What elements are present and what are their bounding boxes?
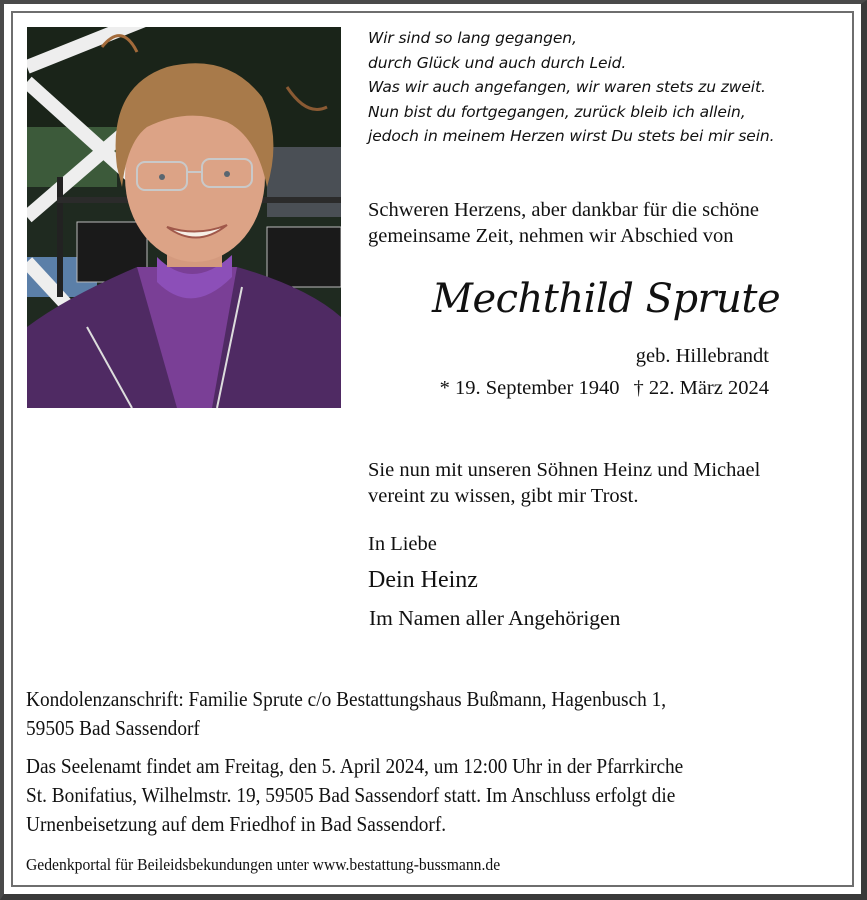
intro-text xyxy=(368,197,759,249)
closing-love: In Liebe xyxy=(368,533,437,555)
poem-line: durch Glück und auch durch Leid. xyxy=(368,53,627,72)
consolation-line: Sie nun mit unseren Söhnen Heinz und Michael xyxy=(368,459,761,481)
condolence-line: Kondolenzanschrift: Familie Sprute c/o Bestattungshaus Bußmann, Hagenbusch 1, xyxy=(26,687,667,711)
portrait-illustration xyxy=(27,27,341,408)
poem-line: Wir sind so lang gegangen, xyxy=(368,29,577,47)
condolence-line: 59505 Bad Sassendorf xyxy=(26,716,200,740)
intro-line: gemeinsame Zeit, nehmen wir Abschied von xyxy=(368,225,734,247)
consolation-text xyxy=(368,457,760,509)
signer-name: Dein Heinz xyxy=(368,567,478,593)
service-line: St. Bonifatius, Wilhelmstr. 19, 59505 Bad Sassendorf statt. Im Anschluss erfolgt die xyxy=(26,783,676,807)
deceased-name: Mechthild Sprute xyxy=(432,276,781,322)
birth-date: * 19. September 1940 xyxy=(439,377,620,399)
intro-line: Schweren Herzens, aber dankbar für die schöne xyxy=(368,199,760,221)
life-dates xyxy=(440,377,769,400)
service-info xyxy=(26,752,683,839)
portrait-photo xyxy=(27,27,341,408)
poem-line: Was wir auch angefangen, wir waren stets zu zweit. xyxy=(368,78,766,96)
service-line: Das Seelenamt findet am Freitag, den 5. April 2024, um 12:00 Uhr in der Pfarrkirche xyxy=(26,754,684,778)
poem-line: jedoch in meinem Herzen wirst Du stets bei mir sein. xyxy=(368,127,775,145)
consolation-line: vereint zu wissen, gibt mir Trost. xyxy=(368,485,639,507)
relatives-line: Im Namen aller Angehörigen xyxy=(369,606,621,630)
condolence-address xyxy=(26,685,666,743)
memorial-portal-note: Gedenkportal für Beileidsbekundungen unter www.bestattung-bussmann.de xyxy=(26,855,501,874)
memorial-poem xyxy=(368,26,774,149)
maiden-name: geb. Hillebrandt xyxy=(635,345,769,367)
service-line: Urnenbeisetzung auf dem Friedhof in Bad Sassendorf. xyxy=(26,812,447,836)
poem-line: Nun bist du fortgegangen, zurück bleib ich allein, xyxy=(368,102,746,121)
death-date: † 22. März 2024 xyxy=(633,377,769,399)
